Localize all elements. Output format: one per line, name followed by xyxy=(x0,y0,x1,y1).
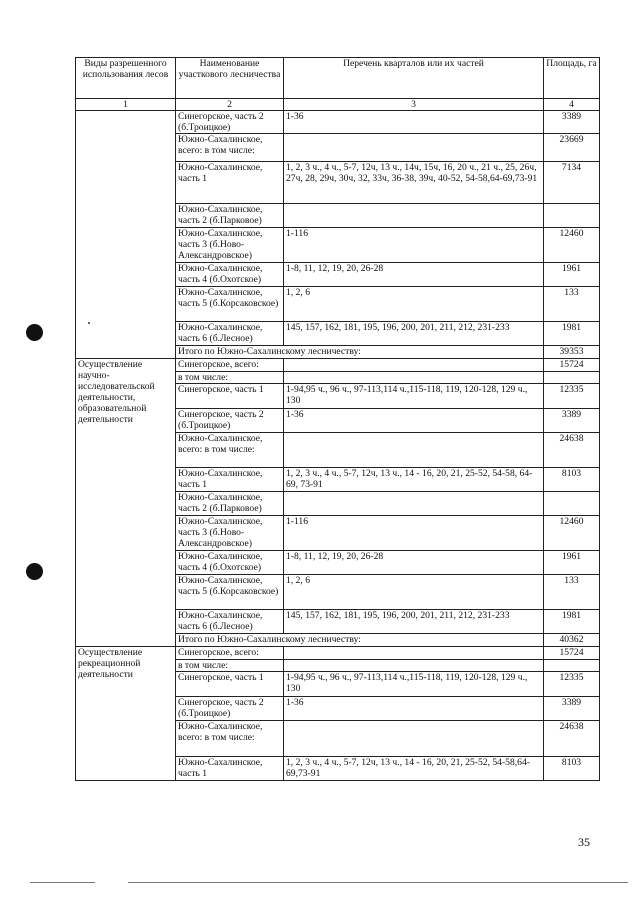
footer-rule xyxy=(128,882,628,883)
quarters-cell: 1-36 xyxy=(284,409,544,433)
quarters-cell xyxy=(284,721,544,757)
total-area: 39353 xyxy=(544,346,600,359)
forestry-name-cell: Синегорское, часть 1 xyxy=(176,384,284,409)
column-number: 2 xyxy=(176,99,284,111)
forestry-name-cell: Южно-Сахалинское, часть 3 (б.Ново-Александровское) xyxy=(176,228,284,263)
punch-hole-lower xyxy=(26,563,43,580)
table-body xyxy=(76,111,600,781)
forestry-name-cell: Южно-Сахалинское, часть 4 (б.Охотское) xyxy=(176,263,284,287)
quarters-cell xyxy=(284,647,544,660)
quarters-cell: 1-94,95 ч., 96 ч., 97-113,114 ч.,115-118, 119, 120-128, 129 ч., 130 xyxy=(284,384,544,409)
forestry-name-cell: Южно-Сахалинское, всего: в том числе: xyxy=(176,721,284,757)
quarters-cell: 1, 2, 3 ч., 4 ч., 5-7, 12ч, 13 ч., 14ч, 15ч, 16, 20 ч., 21 ч., 25, 26ч, 27ч, 28, 29ч, 30ч, 32, 33ч, 36-38, 39ч, 40-52, 54-58,64-69,73-91 xyxy=(284,162,544,204)
forestry-name-cell: Южно-Сахалинское, часть 6 (б.Лесное) xyxy=(176,322,284,346)
quarters-cell xyxy=(284,359,544,372)
table-row xyxy=(76,647,600,660)
forestry-name-cell: Синегорское, всего: xyxy=(176,359,284,372)
quarters-cell xyxy=(284,204,544,228)
header-quarters-list: Перечень кварталов или их частей xyxy=(284,58,544,99)
quarters-cell: 1-8, 11, 12, 19, 20, 26-28 xyxy=(284,263,544,287)
usage-type-cell: Осуществление научно-исследовательской деятельности, образовательной деятельности xyxy=(76,359,176,647)
table-row xyxy=(76,111,600,134)
table-row xyxy=(76,359,600,372)
area-cell: 133 xyxy=(544,575,600,610)
punch-hole-upper xyxy=(26,324,43,341)
header-area: Площадь, га xyxy=(544,58,600,99)
column-number: 3 xyxy=(284,99,544,111)
quarters-cell: 1-116 xyxy=(284,516,544,551)
total-label: Итого по Южно-Сахалинскому лесничеству: xyxy=(176,346,544,359)
usage-type-cell: Осуществление рекреационной деятельности xyxy=(76,647,176,781)
area-cell: 8103 xyxy=(544,757,600,781)
quarters-cell: 1-36 xyxy=(284,111,544,134)
forestry-name-cell: Синегорское, часть 2 (б.Троицкое) xyxy=(176,409,284,433)
area-cell: 12460 xyxy=(544,516,600,551)
quarters-cell xyxy=(284,660,544,672)
forestry-name-cell: Синегорское, всего: xyxy=(176,647,284,660)
area-cell xyxy=(544,372,600,384)
forestry-name-cell: Южно-Сахалинское, часть 2 (б.Парковое) xyxy=(176,204,284,228)
forestry-name-cell: Южно-Сахалинское, часть 1 xyxy=(176,162,284,204)
forestry-name-cell: Южно-Сахалинское, часть 1 xyxy=(176,757,284,781)
area-cell: 15724 xyxy=(544,359,600,372)
area-cell: 24638 xyxy=(544,721,600,757)
area-cell: 23669 xyxy=(544,134,600,162)
area-cell: 1961 xyxy=(544,263,600,287)
quarters-cell: 145, 157, 162, 181, 195, 196, 200, 201, 211, 212, 231-233 xyxy=(284,322,544,346)
quarters-cell: 1-116 xyxy=(284,228,544,263)
column-number: 1 xyxy=(76,99,176,111)
forestry-name-cell: Синегорское, часть 2 (б.Троицкое) xyxy=(176,111,284,134)
area-cell xyxy=(544,660,600,672)
forestry-name-cell: Южно-Сахалинское, часть 2 (б.Парковое) xyxy=(176,492,284,516)
area-cell: 3389 xyxy=(544,697,600,721)
quarters-cell: 1-94,95 ч., 96 ч., 97-113,114 ч.,115-118, 119, 120-128, 129 ч., 130 xyxy=(284,672,544,697)
quarters-cell: 1, 2, 6 xyxy=(284,287,544,322)
area-cell: 3389 xyxy=(544,111,600,134)
quarters-cell: 145, 157, 162, 181, 195, 196, 200, 201, 211, 212, 231-233 xyxy=(284,610,544,634)
header-forestry-name: Наименование участкового лесничества xyxy=(176,58,284,99)
area-cell: 1961 xyxy=(544,551,600,575)
forestry-name-cell: Южно-Сахалинское, часть 4 (б.Охотское) xyxy=(176,551,284,575)
header-usage-type: Виды разрешенного использования лесов xyxy=(76,58,176,99)
forestry-name-cell: Южно-Сахалинское, всего: в том числе: xyxy=(176,433,284,468)
area-cell xyxy=(544,204,600,228)
area-cell: 12460 xyxy=(544,228,600,263)
area-cell: 12335 xyxy=(544,672,600,697)
quarters-cell xyxy=(284,433,544,468)
quarters-cell: 1-8, 11, 12, 19, 20, 26-28 xyxy=(284,551,544,575)
forestry-name-cell: Южно-Сахалинское, часть 5 (б.Корсаковское) xyxy=(176,575,284,610)
quarters-cell: 1, 2, 6 xyxy=(284,575,544,610)
forestry-name-cell: Южно-Сахалинское, часть 1 xyxy=(176,468,284,492)
forestry-name-cell: Синегорское, часть 1 xyxy=(176,672,284,697)
page-number: 35 xyxy=(578,835,590,849)
area-cell: 15724 xyxy=(544,647,600,660)
forestry-name-cell: Южно-Сахалинское, всего: в том числе: xyxy=(176,134,284,162)
forestry-name-cell: Синегорское, часть 2 (б.Троицкое) xyxy=(176,697,284,721)
area-cell: 7134 xyxy=(544,162,600,204)
area-cell: 1981 xyxy=(544,610,600,634)
forest-use-table xyxy=(75,57,600,781)
quarters-cell: 1, 2, 3 ч., 4 ч., 5-7, 12ч, 13 ч., 14 - 16, 20, 21, 25-52, 54-58, 64-69, 73-91 xyxy=(284,468,544,492)
area-cell: 133 xyxy=(544,287,600,322)
quarters-cell xyxy=(284,492,544,516)
forestry-name-cell: Южно-Сахалинское, часть 6 (б.Лесное) xyxy=(176,610,284,634)
area-cell xyxy=(544,492,600,516)
forestry-name-cell: Южно-Сахалинское, часть 5 (б.Корсаковское) xyxy=(176,287,284,322)
usage-type-cell xyxy=(76,111,176,359)
total-area: 40362 xyxy=(544,634,600,647)
area-cell: 24638 xyxy=(544,433,600,468)
forestry-name-cell: в том числе: xyxy=(176,372,284,384)
area-cell: 1981 xyxy=(544,322,600,346)
forestry-name-cell: в том числе: xyxy=(176,660,284,672)
area-cell: 8103 xyxy=(544,468,600,492)
forestry-name-cell: Южно-Сахалинское, часть 3 (б.Ново-Александровское) xyxy=(176,516,284,551)
area-cell: 12335 xyxy=(544,384,600,409)
quarters-cell: 1, 2, 3 ч., 4 ч., 5-7, 12ч, 13 ч., 14 - 16, 20, 21, 25-52, 54-58,64-69,73-91 xyxy=(284,757,544,781)
column-number: 4 xyxy=(544,99,600,111)
quarters-cell: 1-36 xyxy=(284,697,544,721)
quarters-cell xyxy=(284,372,544,384)
area-cell: 3389 xyxy=(544,409,600,433)
footer-rule xyxy=(30,882,95,883)
total-label: Итого по Южно-Сахалинскому лесничеству: xyxy=(176,634,544,647)
column-number-row xyxy=(76,99,600,111)
quarters-cell xyxy=(284,134,544,162)
table-header-row xyxy=(76,58,600,99)
